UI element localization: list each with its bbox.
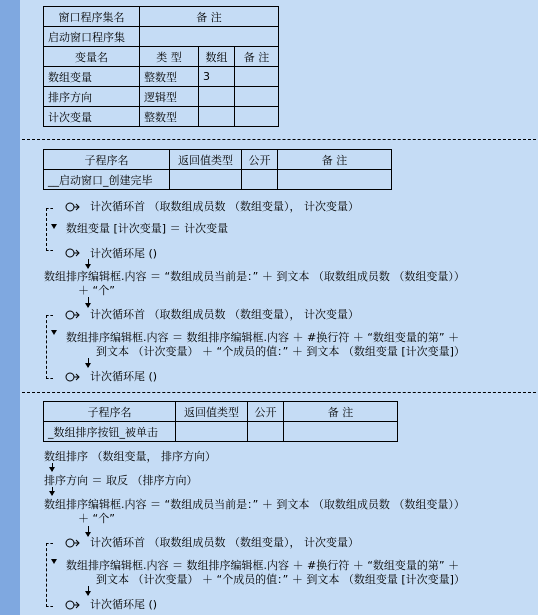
var-remark[interactable] [235, 107, 279, 127]
var-name-header: 变量名 [44, 47, 140, 67]
loop-icon [64, 309, 80, 321]
loop-bracket [46, 543, 53, 607]
sub-remark[interactable] [278, 170, 392, 190]
table-row[interactable] [44, 107, 279, 127]
return-type[interactable] [176, 422, 248, 442]
sub-name[interactable]: __启动窗口_创建完毕 [44, 170, 170, 190]
var-array-header: 数组 [199, 47, 235, 67]
code-line[interactable]: 数组排序编辑框.内容 ＝ “数组成员当前是：” ＋ 到文本 （取数组成员数 （数组变量）） [44, 270, 465, 283]
loop-tail[interactable]: 计次循环尾 () [90, 247, 158, 260]
var-remark-header: 备 注 [235, 47, 279, 67]
var-remark[interactable] [235, 87, 279, 107]
sub-name[interactable]: _数组排序按钮_被单击 [44, 422, 176, 442]
loop-head[interactable]: 计次循环首 （取数组成员数 （数组变量）， 计次变量） [90, 200, 359, 213]
loop-head[interactable]: 计次循环首 （取数组成员数 （数组变量）， 计次变量） [90, 308, 359, 321]
var-type[interactable]: 整数型 [140, 107, 199, 127]
code-line[interactable]: 数组排序编辑框.内容 ＝ “数组成员当前是：” ＋ 到文本 （取数组成员数 （数组变量）） [44, 498, 465, 511]
code-line[interactable]: 数组排序编辑框.内容 ＝ 数组排序编辑框.内容 ＋ #换行符 ＋ “数组变量的第” ＋ [66, 331, 460, 344]
var-array[interactable]: 3 [199, 67, 235, 87]
loop-icon [64, 537, 80, 549]
code-line[interactable]: 数组排序 （数组变量， 排序方向） [44, 450, 216, 463]
loop-icon [64, 599, 80, 611]
var-array[interactable] [199, 87, 235, 107]
subroutine-table [43, 401, 398, 442]
arrow-icon [85, 591, 91, 596]
assembly-name-header: 窗口程序集名 [44, 7, 140, 27]
code-line[interactable]: 排序方向 ＝ 取反 （排序方向） [44, 474, 198, 487]
assembly-name[interactable]: 启动窗口程序集 [44, 27, 140, 47]
assembly-table [43, 6, 279, 127]
return-type-header: 返回值类型 [176, 402, 248, 422]
arrow-icon [51, 330, 57, 335]
section-divider [22, 139, 536, 140]
var-array[interactable] [199, 107, 235, 127]
sub-name-header: 子程序名 [44, 150, 170, 170]
public-header: 公开 [242, 150, 278, 170]
subroutine-table [43, 149, 392, 190]
loop-icon [64, 371, 80, 383]
code-line[interactable]: 到文本 （计次变量） ＋ “个成员的值：” ＋ 到文本 （数组变量 [计次变量]） [96, 345, 465, 358]
loop-head[interactable]: 计次循环首 （取数组成员数 （数组变量）， 计次变量） [90, 536, 359, 549]
loop-tail[interactable]: 计次循环尾 () [90, 598, 158, 611]
sub-name-header: 子程序名 [44, 402, 176, 422]
left-gutter [0, 0, 20, 615]
arrow-icon [85, 264, 91, 269]
loop-icon [64, 247, 80, 259]
var-name[interactable]: 排序方向 [44, 87, 140, 107]
var-name[interactable]: 数组变量 [44, 67, 140, 87]
section-divider [22, 392, 536, 393]
loop-bracket [46, 315, 53, 379]
assembly-remark[interactable] [140, 27, 279, 47]
arrow-icon [85, 363, 91, 368]
table-row[interactable] [44, 87, 279, 107]
code-line[interactable]: ＋ “个” [78, 284, 115, 297]
loop-icon [64, 201, 80, 213]
var-type[interactable]: 整数型 [140, 67, 199, 87]
return-type[interactable] [170, 170, 242, 190]
code-line[interactable]: 数组变量 [计次变量] ＝ 计次变量 [66, 222, 229, 235]
public-flag[interactable] [242, 170, 278, 190]
code-line[interactable]: 到文本 （计次变量） ＋ “个成员的值：” ＋ 到文本 （数组变量 [计次变量]） [96, 573, 465, 586]
code-line[interactable]: ＋ “个” [78, 512, 115, 525]
remark-header: 备 注 [284, 402, 398, 422]
remark-header: 备 注 [140, 7, 279, 27]
var-name[interactable]: 计次变量 [44, 107, 140, 127]
arrow-icon [49, 491, 55, 496]
sub-remark[interactable] [284, 422, 398, 442]
table-row[interactable] [44, 67, 279, 87]
arrow-icon [51, 224, 57, 229]
var-remark[interactable] [235, 67, 279, 87]
arrow-icon [49, 467, 55, 472]
remark-header: 备 注 [278, 150, 392, 170]
public-header: 公开 [248, 402, 284, 422]
loop-tail[interactable]: 计次循环尾 () [90, 370, 158, 383]
var-type-header: 类 型 [140, 47, 199, 67]
loop-bracket [46, 208, 53, 251]
return-type-header: 返回值类型 [170, 150, 242, 170]
arrow-icon [51, 559, 57, 564]
var-type[interactable]: 逻辑型 [140, 87, 199, 107]
public-flag[interactable] [248, 422, 284, 442]
code-line[interactable]: 数组排序编辑框.内容 ＝ 数组排序编辑框.内容 ＋ #换行符 ＋ “数组变量的第” ＋ [66, 559, 460, 572]
